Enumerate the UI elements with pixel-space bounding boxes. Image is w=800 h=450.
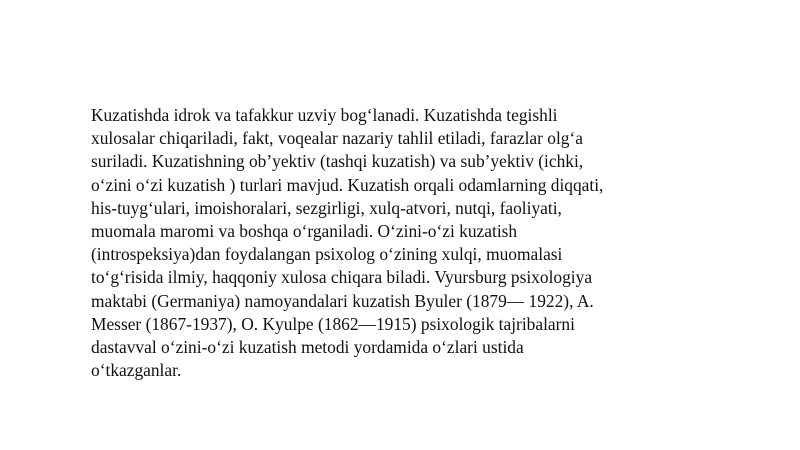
paragraph-line: his-tuyg‘ulari, imoishoralari, sezgirligi, xulq-atvori, nutqi, faoliyati,	[91, 197, 562, 218]
paragraph-line: Messer (1867-1937), O. Kyulpe (1862—1915) psixologik tajribalarni	[91, 313, 575, 334]
paragraph-line: Kuzatishda idrok va tafakkur uzviy bog‘lanadi. Kuzatishda tegishli	[91, 105, 558, 125]
paragraph-line: suriladi. Kuzatishning ob’yektiv (tashqi kuzatish) va sub’yektiv (ichki,	[91, 151, 584, 172]
paragraph-line: o‘tkazganlar.	[91, 360, 182, 381]
paragraph-line: to‘g‘risida ilmiy, haqqoniy xulosa chiqara biladi. Vyursburg psixologiya	[91, 267, 593, 288]
paragraph-line: xulosalar chiqariladi, fakt, voqealar nazariy tahlil etiladi, farazlar olg‘a	[91, 128, 584, 149]
paragraph-line: muomala maromi va boshqa o‘rganiladi. O‘zini-o‘zi kuzatish	[91, 221, 518, 242]
paragraph-line: maktabi (Germaniya) namoyandalari kuzatish Byuler (1879— 1922), A.	[91, 290, 594, 311]
paragraph-line: (introspeksiya)dan foydalangan psixolog o‘zining xulqi, muomalasi	[91, 244, 563, 265]
body-paragraph	[91, 104, 731, 382]
paragraph-line: o‘zini o‘zi kuzatish ) turlari mavjud. Kuzatish orqali odamlarning diqqati,	[91, 174, 604, 195]
paragraph-line: dastavval o‘zini-o‘zi kuzatish metodi yordamida o‘zlari ustida	[91, 337, 524, 358]
